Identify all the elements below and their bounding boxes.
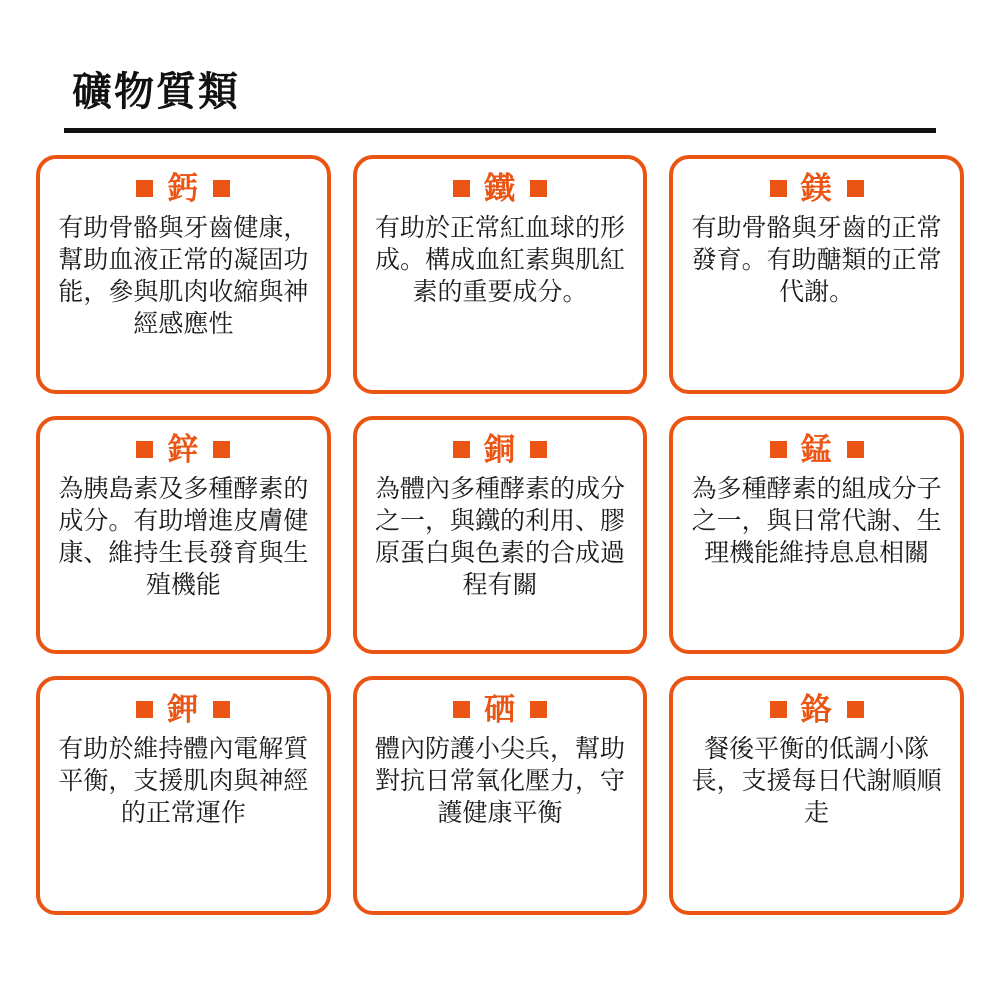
square-bullet-right-icon xyxy=(213,441,230,458)
card-description: 有助於維持體內電解質平衡，支援肌肉與神經的正常運作 xyxy=(58,735,309,828)
square-bullet-left-icon xyxy=(770,441,787,458)
card-description: 體內防護小尖兵，幫助對抗日常氧化壓力，守護健康平衡 xyxy=(374,735,625,828)
mineral-card-zinc xyxy=(36,416,331,655)
card-title: 硒 xyxy=(483,692,516,728)
card-header xyxy=(136,173,230,204)
card-description: 餐後平衡的低調小隊長，支援每日代謝順順走 xyxy=(691,735,942,828)
card-title: 鉻 xyxy=(800,692,833,728)
mineral-card-magnesium xyxy=(669,155,964,394)
square-bullet-left-icon xyxy=(136,701,153,718)
mineral-card-iron xyxy=(353,155,648,394)
square-bullet-right-icon xyxy=(213,701,230,718)
square-bullet-left-icon xyxy=(453,701,470,718)
mineral-card-calcium xyxy=(36,155,331,394)
card-header xyxy=(136,431,230,467)
card-header xyxy=(770,692,864,728)
card-description: 為多種酵素的組成分子之一，與日常代謝、生理機能維持息息相關 xyxy=(691,474,942,567)
title-divider xyxy=(64,128,936,133)
square-bullet-right-icon xyxy=(530,701,547,718)
square-bullet-right-icon xyxy=(847,441,864,458)
card-description: 為體內多種酵素的成分之一，與鐵的利用、膠原蛋白與色素的合成過程有關 xyxy=(374,474,625,599)
card-header xyxy=(453,431,547,467)
mineral-card-grid xyxy=(36,155,964,915)
mineral-card-manganese xyxy=(669,416,964,655)
card-title: 錳 xyxy=(800,431,833,467)
card-header xyxy=(770,431,864,467)
square-bullet-right-icon xyxy=(847,701,864,718)
mineral-card-chromium xyxy=(669,676,964,915)
square-bullet-left-icon xyxy=(770,701,787,718)
card-header xyxy=(453,692,547,728)
square-bullet-left-icon xyxy=(453,441,470,458)
card-title: 鐵 xyxy=(483,171,516,206)
card-description: 有助於正常紅血球的形成。構成血紅素與肌紅素的重要成分。 xyxy=(374,214,625,306)
square-bullet-left-icon xyxy=(770,180,787,197)
card-header xyxy=(453,173,547,204)
square-bullet-left-icon xyxy=(136,180,153,197)
square-bullet-left-icon xyxy=(136,441,153,458)
card-title: 銅 xyxy=(483,431,516,467)
square-bullet-left-icon xyxy=(453,180,470,197)
card-header xyxy=(770,173,864,204)
square-bullet-right-icon xyxy=(530,180,547,197)
square-bullet-right-icon xyxy=(213,180,230,197)
card-description: 為胰島素及多種酵素的成分。有助增進皮膚健康、維持生長發育與生殖機能 xyxy=(58,474,309,599)
page-title: 礦物質類 xyxy=(72,70,240,114)
square-bullet-right-icon xyxy=(530,441,547,458)
mineral-card-copper xyxy=(353,416,648,655)
card-description: 有助骨骼與牙齒的正常發育。有助醣類的正常代謝。 xyxy=(691,214,942,306)
card-description: 有助骨骼與牙齒健康，幫助血液正常的凝固功能，參與肌肉收縮與神經感應性 xyxy=(58,214,309,338)
card-title: 鎂 xyxy=(800,171,833,206)
card-title: 鋅 xyxy=(167,431,200,467)
card-title: 鈣 xyxy=(167,171,200,206)
card-header xyxy=(136,692,230,728)
mineral-card-potassium xyxy=(36,676,331,915)
card-title: 鉀 xyxy=(167,692,200,728)
mineral-card-selenium xyxy=(353,676,648,915)
square-bullet-right-icon xyxy=(847,180,864,197)
